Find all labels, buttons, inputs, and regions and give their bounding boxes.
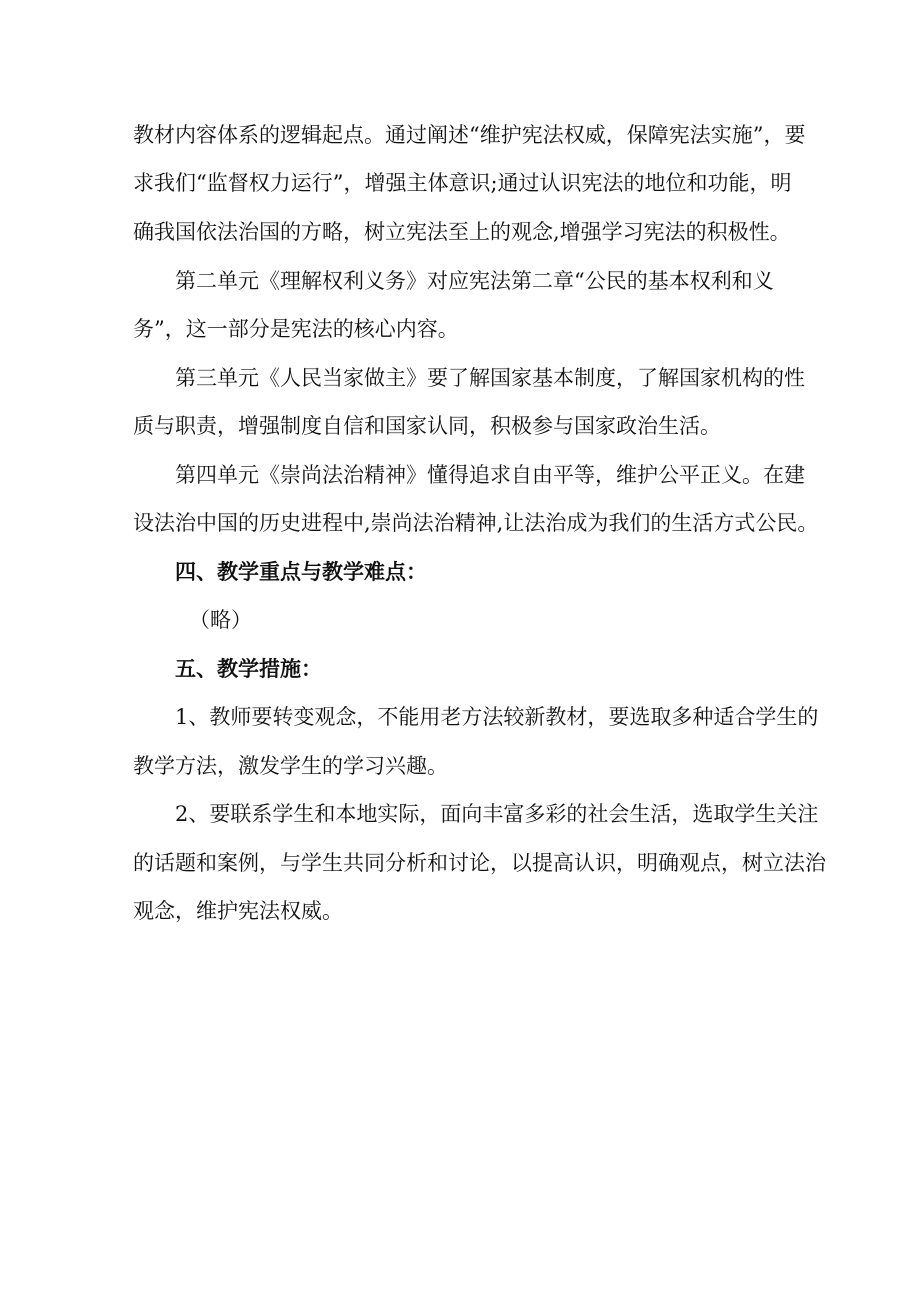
paragraph-line: 确我国依法治国的方略，树立宪法至上的观念,增强学习宪法的积极性。 xyxy=(133,220,791,244)
paragraph-line: 第二单元《理解权利义务》对应宪法第二章“公民的基本权利和义 xyxy=(175,269,774,293)
paragraph-line: 教材内容体系的逻辑起点。通过阐述“维护宪法权威，保障宪法实施”，要 xyxy=(133,123,806,147)
section-heading-measures: 五、教学措施： xyxy=(175,656,322,681)
measure-line: 的话题和案例，与学生共同分析和讨论，以提高认识，明确观点，树立法治 xyxy=(133,851,826,875)
paragraph-line: 设法治中国的历史进程中,崇尚法治精神,让法治成为我们的生活方式公民。 xyxy=(133,511,819,535)
paragraph-line: 质与职责，增强制度自信和国家认同，积极参与国家政治生活。 xyxy=(133,414,721,438)
omitted-note: （略） xyxy=(189,608,252,632)
measure-line: 教学方法，激发学生的学习兴趣。 xyxy=(133,754,448,778)
paragraph-line: 第三单元《人民当家做主》要了解国家基本制度，了解国家机构的性 xyxy=(175,366,805,390)
measure-line: 1、教师要转变观念，不能用老方法较新教材，要选取多种适合学生的 xyxy=(175,705,819,729)
paragraph-line: 求我们“监督权力运行”，增强主体意识;通过认识宪法的地位和功能，明 xyxy=(133,171,792,195)
paragraph-line: 务”，这一部分是宪法的核心内容。 xyxy=(133,317,459,341)
section-heading-key-points: 四、教学重点与教学难点： xyxy=(175,559,427,584)
paragraph-line: 第四单元《崇尚法治精神》懂得追求自由平等，维护公平正义。在建 xyxy=(175,463,805,487)
measure-line: 2、要联系学生和本地实际，面向丰富多彩的社会生活，选取学生关注 xyxy=(175,802,819,826)
measure-line: 观念，维护宪法权威。 xyxy=(133,899,343,923)
